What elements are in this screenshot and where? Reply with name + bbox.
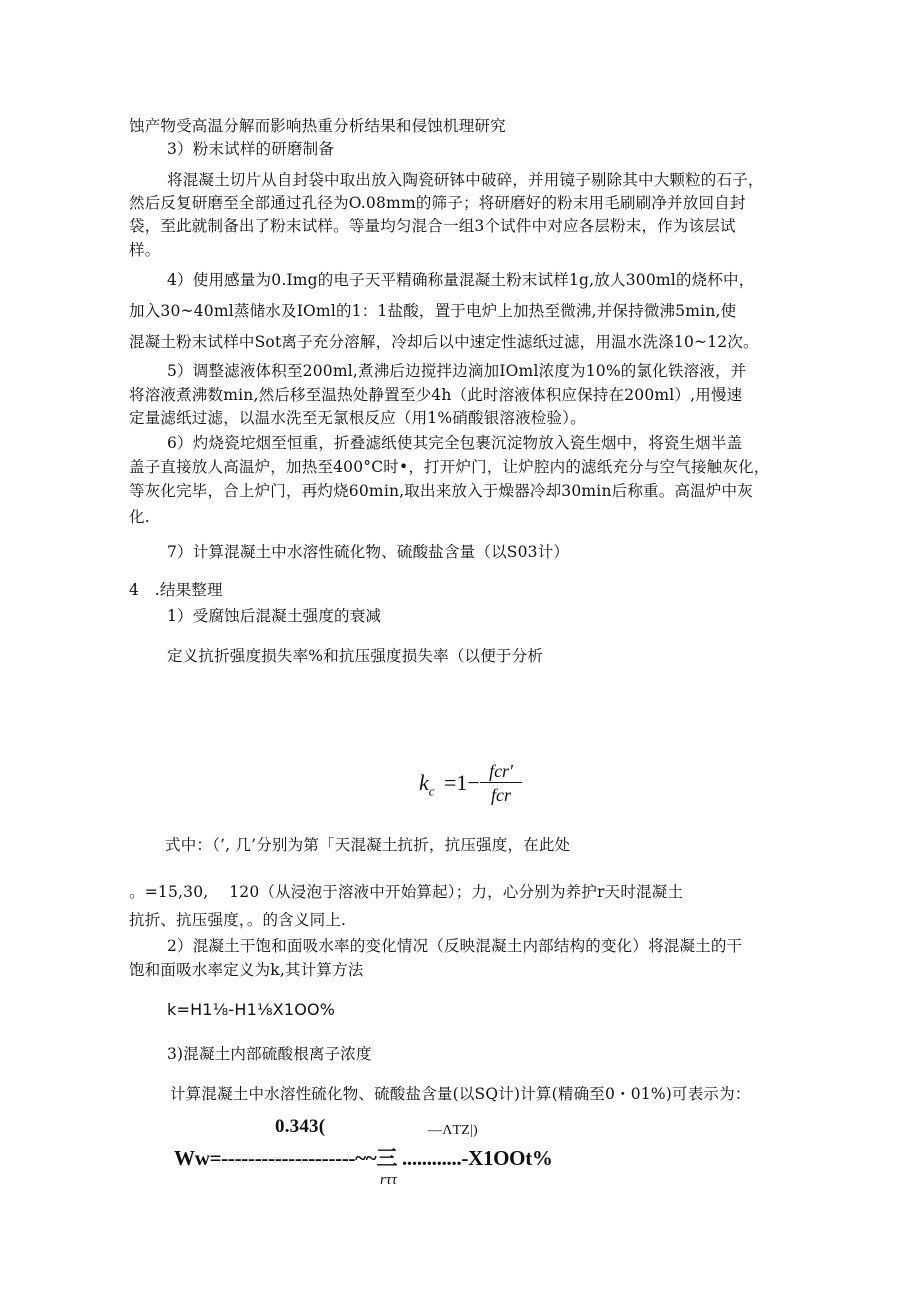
text-line: 等灰化完毕，合上炉门，再灼烧60min,取出来放入于燥器冷却30min后称重。高温炉中灰 bbox=[129, 482, 753, 500]
formula-w-main: Ww=--------------------~~三 ............-X1OOt% bbox=[174, 1146, 553, 1170]
text-line: 化. bbox=[129, 508, 150, 526]
text-line: 4）使用感量为0.Img的电子天平精确称量混凝土粉末试样1g,放人300ml的烧杯中， bbox=[167, 271, 755, 289]
text-line: 袋，至此就制备出了粉末试样。等量均匀混合一组3个试件中对应各层粉末，作为该层试 bbox=[129, 217, 736, 235]
formula-w-top-right: —ΛTZ|) bbox=[428, 1123, 478, 1138]
text-line: 5）调整滤液体积至200ml,煮沸后边搅拌边滴加IOml浓度为10%的氯化铁溶液，并 bbox=[167, 362, 747, 380]
text-line: 蚀产物受高温分解而影响热重分析结果和侵蚀机理研究 bbox=[129, 117, 506, 135]
text-line: 饱和面吸水率定义为k,其计算方法 bbox=[129, 961, 364, 979]
text-line: 混凝土粉末试样中Sot离子充分溶解，冷却后以中速定性滤纸过滤，用温水洗涤10~12次。 bbox=[129, 333, 759, 351]
text-line: 然后反复研磨至全部通过孔径为O.08mm的筛子；将研磨好的粉末用毛刷刷净并放回自封 bbox=[129, 194, 746, 212]
text-line: 将溶液煮沸数min,然后移至温热处静置至少4h（此时溶液体积应保持在200ml）,用慢速 bbox=[129, 386, 743, 404]
text-line: 7）计算混凝土中水溶性硫化物、硫酸盐含量（以S03计） bbox=[167, 543, 570, 561]
formula-w-top-left: 0.343( bbox=[275, 1116, 326, 1137]
text-line: 计算混凝土中水溶性硫化物、硫酸盐含量(以SQ计)计算(精确至0・01%)可表示为： bbox=[170, 1085, 751, 1103]
text-line: 式中：（’, 几’分别为第「天混凝土抗折，抗压强度，在此处 bbox=[165, 836, 571, 854]
formula-kc-lhs: $k_c$ bbox=[419, 770, 435, 799]
formula-kc-numerator: fcr' bbox=[480, 760, 522, 783]
text-line: 6）灼烧瓷坨烟至恒重，折叠滤纸使其完全包裹沉淀物放入瓷生烟中，将瓷生烟半盖 bbox=[167, 434, 743, 452]
text-line: 3)混凝土内部硫酸根离子浓度 bbox=[167, 1045, 372, 1063]
formula-k: k=H1⅛-H1⅛X1OO% bbox=[167, 1000, 336, 1019]
text-line: 定义抗折强度损失率%和抗压强度损失率（以便于分析 bbox=[167, 647, 544, 665]
formula-w-bottom: rττ bbox=[380, 1172, 398, 1188]
section-heading: 4 .结果整理 bbox=[129, 581, 223, 599]
formula-kc-eq: =1− bbox=[444, 770, 480, 795]
text-line: 。=15,30, 120（从浸泡于溶液中开始算起）；力，心分别为养护r天时混凝土 bbox=[129, 883, 684, 901]
text-line: 2）混凝土干饱和面吸水率的变化情况（反映混凝土内部结构的变化）将混凝土的干 bbox=[167, 937, 743, 955]
formula-kc-denominator: fcr bbox=[491, 785, 511, 805]
text-line: 盖子直接放人高温炉，加热至400°C时•，打开炉门，让炉腔内的滤纸充分与空气接触灰化， bbox=[129, 458, 770, 476]
text-line: 加入30~40ml蒸储水及IOml的1：1盐酸，置于电炉上加热至微沸,并保持微沸5min,使 bbox=[129, 302, 737, 320]
text-line: 将混凝土切片从自封袋中取出放入陶瓷研钵中破碎，并用镜子剔除其中大颗粒的石子， bbox=[167, 171, 764, 189]
text-line: 定量滤纸过滤，以温水洗至无氯根反应（用1%硝酸银溶液检验）。 bbox=[129, 409, 586, 427]
text-line: 1）受腐蚀后混凝土强度的衰减 bbox=[167, 607, 382, 625]
text-line: 抗折、抗压强度，。的含义同上. bbox=[129, 911, 347, 929]
formula-kc-fraction bbox=[480, 760, 522, 807]
text-line: 样。 bbox=[129, 241, 161, 259]
text-line: 3）粉末试样的研磨制备 bbox=[167, 140, 335, 158]
